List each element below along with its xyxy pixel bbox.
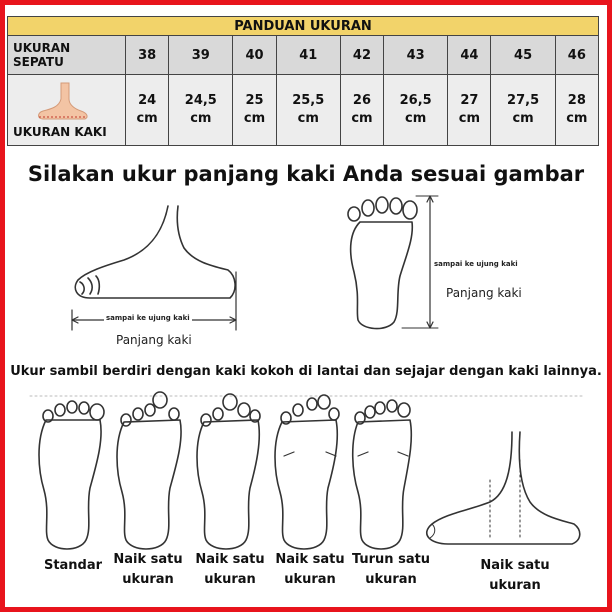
shoe-size-cell: 46	[555, 36, 598, 75]
foot-length-cell: 27 cm	[448, 75, 491, 146]
guide-heading: Silakan ukur panjang kaki Anda sesuai gambar	[27, 162, 585, 186]
foot-type-label: Naik satu ukuran	[113, 552, 183, 587]
foot-length-cell: 26,5 cm	[384, 75, 448, 146]
foot-type-label: Naik satu ukuran	[275, 552, 345, 587]
footprint-3	[197, 394, 260, 549]
foot-length-label: UKURAN KAKI	[13, 125, 107, 139]
foot-type-label: Turun satu ukuran	[351, 552, 431, 587]
foot-length-cell: 27,5 cm	[491, 75, 555, 146]
footprint-4	[275, 395, 339, 549]
shoe-size-cell: 44	[448, 36, 491, 75]
shoe-size-label: UKURAN SEPATU	[8, 36, 126, 75]
shoe-size-cell: 38	[126, 36, 169, 75]
foot-length-cell: 28 cm	[555, 75, 598, 146]
footprint-2	[117, 392, 181, 549]
foot-type-label: Standar	[43, 558, 103, 573]
top-caption: Panjang kaki	[446, 286, 522, 300]
shoe-size-cell: 42	[340, 36, 383, 75]
foot-length-cell: 25,5 cm	[276, 75, 340, 146]
top-view-foot	[351, 222, 413, 329]
side-arrow-label: sampai ke ujung kaki	[106, 314, 190, 322]
footprint-side-high-arch	[427, 432, 580, 544]
footprint-standar	[39, 401, 104, 549]
measure-instruction: Ukur sambil berdiri dengan kaki kokoh di lantai dan sejajar dengan kaki lainnya.	[10, 364, 602, 379]
footprint-5	[353, 400, 412, 549]
shoe-size-cell: 41	[276, 36, 340, 75]
foot-length-cell: 26 cm	[340, 75, 383, 146]
side-caption: Panjang kaki	[116, 333, 192, 347]
table-title: PANDUAN UKURAN	[8, 17, 599, 36]
shoe-size-cell: 45	[491, 36, 555, 75]
foot-length-cell: 24 cm	[126, 75, 169, 146]
shoe-size-cell: 40	[233, 36, 276, 75]
shoe-size-cell: 39	[169, 36, 233, 75]
foot-type-label: Naik satu ukuran	[195, 552, 265, 587]
foot-type-label: Naik satu ukuran	[480, 558, 550, 593]
foot-length-cell: 24,5 cm	[169, 75, 233, 146]
top-arrow-label: sampai ke ujung kaki	[434, 260, 518, 268]
shoe-size-cell: 43	[384, 36, 448, 75]
foot-length-cell: 25 cm	[233, 75, 276, 146]
